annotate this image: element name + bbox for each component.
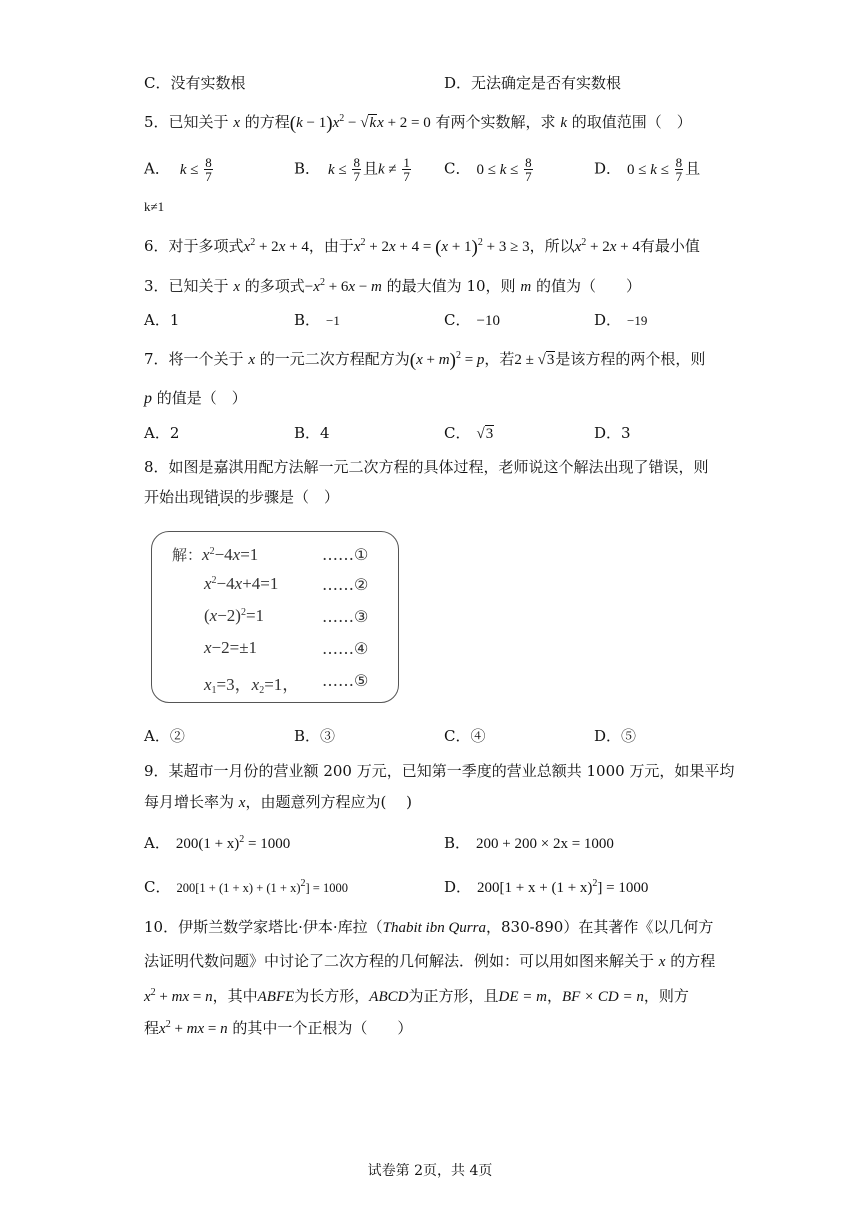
solution-step-1: 解：$x^2-4x=1$ bbox=[172, 545, 259, 564]
q3-option-d: D． −19 bbox=[594, 311, 648, 329]
q7-option-a: A．2 bbox=[144, 424, 180, 442]
q5-option-d: D． 0 ≤ k ≤ $\frac{8}{7}$ 且 bbox=[594, 155, 701, 184]
q5-option-d-cont: k≠1 bbox=[144, 199, 165, 214]
q9-option-c: C． $200[1 + (1 + x) + (1 + x)^2] = 1000$ bbox=[144, 878, 348, 896]
q8-option-c: C．④ bbox=[444, 727, 486, 745]
q9-stem-line2: 每月增长率为 x，由题意列方程应为( ) bbox=[144, 793, 412, 811]
q7-option-b: B．4 bbox=[294, 424, 330, 442]
solution-step-3-marker: ……③ bbox=[322, 607, 369, 626]
solution-step-4: x−2=±1 bbox=[204, 638, 258, 657]
q8-option-b: B．③ bbox=[294, 727, 336, 745]
q6-stem: 6．对于多项式$x^2 + 2x + 4$，由于$x^2 + 2x + 4 = (x + 1)^2 + 3 \ge 3$，所以$x^2 + 2x + 4$有最小值 bbox=[144, 237, 700, 258]
q7-option-d: D．3 bbox=[594, 424, 631, 442]
q4-option-d: D．无法确定是否有实数根 bbox=[444, 74, 622, 92]
solution-step-1-marker: ……① bbox=[322, 545, 369, 564]
q3-option-c: C． −10 bbox=[444, 311, 500, 329]
q4-option-c: C．没有实数根 bbox=[144, 74, 246, 92]
q7-stem: 7．将一个关于 x 的一元二次方程配方为$(x + m)^2 = p$，若2 ± √3是该方程的两个根，则 bbox=[144, 350, 706, 371]
q7-stem-line2: p 的值是（ ） bbox=[144, 389, 247, 407]
solution-step-5-marker: ……⑤ bbox=[322, 671, 369, 690]
solution-step-5: $x_1=3$，$x_2=1$， bbox=[204, 675, 300, 696]
q3-stem: 3．已知关于 x 的多项式$-x^2 + 6x - m$ 的最大值为 10，则 m 的值为（ ） bbox=[144, 277, 641, 295]
q9-option-a: A． $200(1 + x)^2 = 1000$ bbox=[144, 834, 291, 852]
solution-figure bbox=[151, 531, 399, 703]
q5-option-a: A． k ≤ $\frac{8}{7}$ bbox=[144, 155, 212, 184]
q3-option-b: B． −1 bbox=[294, 311, 340, 329]
q8-option-d: D．⑤ bbox=[594, 727, 637, 745]
q8-option-a: A．② bbox=[144, 727, 185, 745]
q7-option-c: C． √3 bbox=[444, 424, 494, 442]
q10-stem-line3: $x^2$ + mx = n，其中ABFE为长方形，ABCD为正方形，且DE = m，BF × CD = n，则方 bbox=[144, 987, 689, 1005]
q9-stem: 9．某超市一月份的营业额 200 万元，已知第一季度的营业总额共 1000 万元，如果平均 bbox=[144, 762, 735, 780]
q10-stem: 10．伊斯兰数学家塔比·伊本·库拉（Thabit ibn Qurra，830-890）在其著作《以几何方 bbox=[144, 918, 714, 936]
q10-stem-line2: 法证明代数问题》中讨论了二次方程的几何解法．例如：可以用如图来解关于 x 的方程 bbox=[144, 952, 716, 970]
solution-step-4-marker: ……④ bbox=[322, 639, 369, 658]
q10-stem-line4: 程$x^2$ + mx = n 的其中一个正根为（ ） bbox=[144, 1019, 413, 1037]
solution-step-2-marker: ……② bbox=[322, 575, 369, 594]
solution-step-2: $x^2-4x+4=1$ bbox=[204, 574, 279, 593]
q3-option-a: A．1 bbox=[144, 311, 180, 329]
q8-stem: 8．如图是嘉淇用配方法解一元二次方程的具体过程，老师说这个解法出现了错误，则 bbox=[144, 458, 709, 476]
solution-step-3: $(x-2)^2=1$ bbox=[204, 606, 265, 625]
q5-option-b: B． k ≤ $\frac{8}{7}$ 且k ≠ $\frac{1}{7}$ bbox=[294, 155, 410, 184]
q9-option-b: B． 200 + 200 × 2x = 1000 bbox=[444, 834, 614, 852]
q5-stem: 5．已知关于 x 的方程$(k - 1)x^2 - √kx + 2 = 0$ 有两个实数解，求 k 的取值范围（ ） bbox=[144, 113, 692, 134]
page-footer: 试卷第 2页，共 4页 bbox=[367, 1163, 493, 1179]
q9-option-d: D． $200[1 + x + (1 + x)^2] = 1000$ bbox=[444, 878, 649, 896]
q5-option-c: C． 0 ≤ k ≤ $\frac{8}{7}$ bbox=[444, 155, 532, 184]
q8-stem-line2: 开始出现错误的步骤是（ ） bbox=[144, 488, 340, 506]
